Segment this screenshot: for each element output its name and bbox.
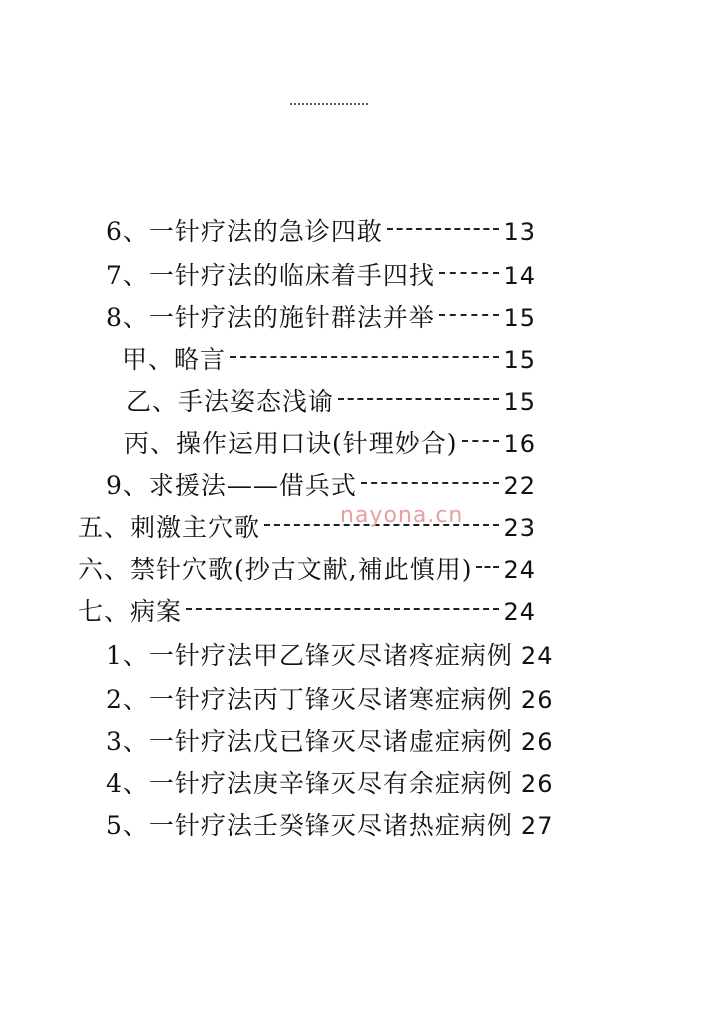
toc-leader — [230, 356, 499, 358]
toc-entry[interactable] — [106, 680, 554, 714]
toc-entry-label: 3、一针疗法戊已锋灭尽诸虚症病例 — [106, 727, 513, 756]
toc-entry-label: 六、禁针穴歌(抄古文献,補此慎用) — [78, 555, 473, 584]
toc-entry[interactable] — [124, 424, 536, 458]
toc-entry-label: 5、一针疗法壬癸锋灭尽诸热症病例 — [106, 811, 513, 840]
toc-leader — [361, 482, 500, 484]
toc-entry[interactable] — [106, 722, 554, 756]
toc-entry-label: 2、一针疗法丙丁锋灭尽诸寒症病例 — [106, 685, 513, 714]
toc-entry[interactable] — [78, 550, 536, 584]
toc-page-number: 24 — [520, 642, 554, 670]
toc-entry-label: 五、刺激主穴歌 — [78, 513, 261, 542]
toc-leader — [439, 272, 500, 274]
toc-page-number: 27 — [520, 812, 554, 840]
toc-page-number: 14 — [503, 262, 536, 290]
toc-entry-label: 6、一针疗法的急诊四敢 — [106, 217, 383, 246]
toc-entry-label: 1、一针疗法甲乙锋灭尽诸疼症病例 — [106, 641, 513, 670]
toc-entry[interactable] — [122, 340, 536, 374]
toc-entry-label: 七、病案 — [78, 597, 183, 626]
toc-entry[interactable] — [126, 382, 536, 416]
toc-page-number: 23 — [503, 514, 536, 542]
toc-entry-label: 乙、手法姿态浅谕 — [126, 387, 335, 416]
toc-page-number: 24 — [503, 556, 536, 584]
toc-page-number: 26 — [520, 728, 554, 756]
toc-leader — [476, 566, 499, 568]
toc-leader — [186, 608, 499, 610]
toc-entry[interactable] — [106, 806, 554, 840]
toc-entry-label: 丙、操作运用口诀(针理妙合) — [124, 429, 458, 458]
toc-page-number: 22 — [503, 472, 536, 500]
toc-entry[interactable] — [106, 298, 536, 332]
toc-page-number: 15 — [503, 304, 536, 332]
toc-entry-label: 9、求援法——借兵式 — [106, 471, 357, 500]
toc-entry-label: 4、一针疗法庚辛锋灭尽有余症病例 — [106, 769, 513, 798]
toc-entry-label: 8、一针疗法的施针群法并举 — [106, 303, 435, 332]
toc-leader — [462, 440, 500, 442]
toc-leader — [439, 314, 500, 316]
toc-page-number: 15 — [503, 346, 536, 374]
toc-page-number: 26 — [520, 770, 554, 798]
toc-entry[interactable] — [78, 592, 536, 626]
toc-entry[interactable] — [106, 466, 536, 500]
toc-page-number: 15 — [503, 388, 536, 416]
toc-entry[interactable] — [106, 256, 536, 290]
watermark-text: nayona.cn — [340, 503, 464, 528]
toc-entry-label: 7、一针疗法的临床着手四找 — [106, 261, 435, 290]
toc-entry[interactable] — [78, 508, 536, 542]
toc-page-number: 13 — [503, 218, 536, 246]
toc-entry[interactable] — [106, 764, 554, 798]
toc-leader — [338, 398, 499, 400]
toc-page-number: 26 — [520, 686, 554, 714]
toc-page-number: 16 — [503, 430, 536, 458]
toc-entry[interactable] — [106, 636, 554, 670]
toc-entry[interactable] — [106, 212, 536, 246]
toc-entry-label: 甲、略言 — [122, 345, 227, 374]
toc-leader — [387, 228, 500, 230]
toc-page-number: 24 — [503, 598, 536, 626]
